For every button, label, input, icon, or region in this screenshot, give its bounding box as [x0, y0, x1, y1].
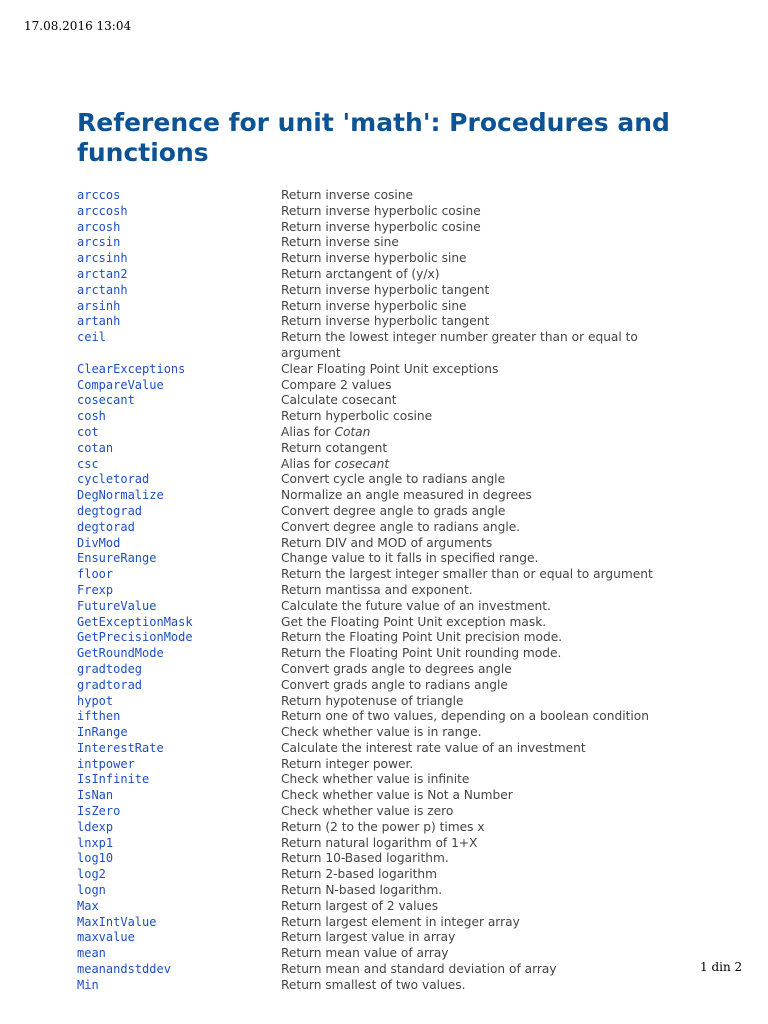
function-link[interactable]: log2: [77, 867, 106, 882]
function-name-cell: [77, 946, 281, 962]
function-description: [281, 393, 681, 409]
function-link[interactable]: cot: [77, 424, 99, 439]
description-emphasis: cosecant: [334, 456, 390, 471]
function-description: [281, 615, 681, 631]
table-row: [77, 804, 681, 820]
table-row: [77, 235, 681, 251]
function-description: [281, 472, 681, 488]
function-link[interactable]: Max: [77, 898, 99, 913]
function-name-cell: [77, 362, 281, 378]
table-row: [77, 883, 681, 899]
table-row: [77, 472, 681, 488]
description-text: Change value to it falls in specified range.: [281, 551, 539, 566]
function-name-cell: [77, 599, 281, 615]
description-text: Return mean and standard deviation of array: [281, 962, 557, 977]
description-emphasis: Cotan: [334, 424, 371, 439]
function-link[interactable]: DegNormalize: [77, 488, 164, 503]
table-row: [77, 314, 681, 330]
function-link[interactable]: csc: [77, 456, 99, 471]
function-link[interactable]: EnsureRange: [77, 551, 157, 566]
description-text: Normalize an angle measured in degrees: [281, 488, 532, 503]
table-row: [77, 188, 681, 204]
function-description: [281, 599, 681, 615]
function-link[interactable]: cycletorad: [77, 472, 150, 487]
description-text: Return the largest integer smaller than or equal to argument: [281, 567, 653, 582]
function-description: [281, 836, 681, 852]
function-link[interactable]: GetExceptionMask: [77, 614, 193, 629]
function-name-cell: [77, 709, 281, 725]
table-row: [77, 741, 681, 757]
function-name-cell: [77, 741, 281, 757]
table-row: [77, 425, 681, 441]
function-link[interactable]: DivMod: [77, 535, 121, 550]
function-link[interactable]: cotan: [77, 440, 114, 455]
description-text: Return (2 to the power p) times x: [281, 819, 485, 834]
function-name-cell: [77, 299, 281, 315]
table-row: [77, 630, 681, 646]
function-description: [281, 583, 681, 599]
function-description: [281, 646, 681, 662]
function-description: [281, 899, 681, 915]
function-link[interactable]: ceil: [77, 330, 106, 345]
function-name-cell: [77, 662, 281, 678]
table-row: [77, 583, 681, 599]
function-link[interactable]: floor: [77, 567, 114, 582]
function-link[interactable]: IsZero: [77, 804, 121, 819]
function-description: [281, 314, 681, 330]
description-text: Return one of two values, depending on a boolean condition: [281, 709, 649, 724]
function-description: [281, 694, 681, 710]
function-name-cell: [77, 267, 281, 283]
function-description: [281, 757, 681, 773]
function-link[interactable]: IsInfinite: [77, 772, 150, 787]
function-name-cell: [77, 804, 281, 820]
function-description: [281, 883, 681, 899]
function-description: [281, 188, 681, 204]
table-row: [77, 930, 681, 946]
function-description: [281, 741, 681, 757]
function-link[interactable]: meanandstddev: [77, 962, 171, 977]
function-name-cell: [77, 851, 281, 867]
function-description: [281, 962, 681, 978]
table-row: [77, 520, 681, 536]
description-text: Return inverse hyperbolic sine: [281, 251, 467, 266]
table-row: [77, 330, 681, 362]
function-name-cell: [77, 551, 281, 567]
function-name-cell: [77, 615, 281, 631]
description-text: Check whether value is zero: [281, 804, 454, 819]
description-text: Return hyperbolic cosine: [281, 409, 433, 424]
function-name-cell: [77, 188, 281, 204]
print-timestamp: 17.08.2016 13:04: [24, 19, 132, 33]
table-row: [77, 788, 681, 804]
description-text: Alias for: [281, 424, 335, 439]
function-description: [281, 551, 681, 567]
function-name-cell: [77, 630, 281, 646]
table-row: [77, 283, 681, 299]
table-row: [77, 441, 681, 457]
reference-table-body: [77, 188, 681, 994]
function-name-cell: [77, 915, 281, 931]
table-row: [77, 457, 681, 473]
function-link[interactable]: logn: [77, 883, 106, 898]
page-number: 1 din 2: [700, 960, 743, 974]
function-link[interactable]: arsinh: [77, 298, 121, 313]
function-description: [281, 378, 681, 394]
table-row: [77, 946, 681, 962]
function-description: [281, 299, 681, 315]
function-name-cell: [77, 646, 281, 662]
function-description: [281, 567, 681, 583]
description-text: Convert degree angle to radians angle.: [281, 519, 521, 534]
function-link[interactable]: log10: [77, 851, 114, 866]
function-name-cell: [77, 441, 281, 457]
description-text: Return the Floating Point Unit rounding mode.: [281, 646, 562, 661]
description-text: Get the Floating Point Unit exception mask.: [281, 614, 547, 629]
function-link[interactable]: arctan2: [77, 266, 128, 281]
function-name-cell: [77, 314, 281, 330]
function-description: [281, 851, 681, 867]
function-name-cell: [77, 425, 281, 441]
description-text: Check whether value is Not a Number: [281, 788, 513, 803]
table-row: [77, 251, 681, 267]
description-text: Return inverse hyperbolic tangent: [281, 282, 490, 297]
function-link[interactable]: cosh: [77, 409, 106, 424]
function-description: [281, 488, 681, 504]
table-row: [77, 915, 681, 931]
function-description: [281, 425, 681, 441]
function-link[interactable]: gradtodeg: [77, 661, 143, 676]
description-text: Calculate the interest rate value of an investment: [281, 740, 586, 755]
function-name-cell: [77, 536, 281, 552]
function-description: [281, 536, 681, 552]
function-name-cell: [77, 694, 281, 710]
function-description: [281, 330, 681, 362]
function-link[interactable]: Frexp: [77, 582, 114, 597]
function-description: [281, 930, 681, 946]
description-text: Return inverse hyperbolic cosine: [281, 203, 481, 218]
table-row: [77, 772, 681, 788]
description-text: Alias for: [281, 456, 335, 471]
function-name-cell: [77, 204, 281, 220]
function-link[interactable]: IsNan: [77, 788, 114, 803]
table-row: [77, 646, 681, 662]
function-name-cell: [77, 567, 281, 583]
reference-table: [77, 188, 681, 994]
description-text: Clear Floating Point Unit exceptions: [281, 361, 499, 376]
function-link[interactable]: CompareValue: [77, 377, 164, 392]
table-row: [77, 551, 681, 567]
function-name-cell: [77, 883, 281, 899]
description-text: Convert grads angle to radians angle: [281, 677, 508, 692]
function-name-cell: [77, 520, 281, 536]
function-link[interactable]: degtograd: [77, 503, 143, 518]
description-text: Calculate the future value of an investment.: [281, 598, 551, 613]
description-text: Return mean value of array: [281, 946, 449, 961]
function-description: [281, 772, 681, 788]
description-text: Return inverse hyperbolic cosine: [281, 219, 481, 234]
function-name-cell: [77, 409, 281, 425]
function-description: [281, 409, 681, 425]
function-link[interactable]: arccosh: [77, 203, 128, 218]
function-description: [281, 804, 681, 820]
description-text: Return the Floating Point Unit precision mode.: [281, 630, 563, 645]
function-name-cell: [77, 867, 281, 883]
function-link[interactable]: arcsin: [77, 235, 121, 250]
function-link[interactable]: InRange: [77, 725, 128, 740]
function-name-cell: [77, 788, 281, 804]
table-row: [77, 867, 681, 883]
description-text: Return inverse hyperbolic sine: [281, 298, 467, 313]
function-description: [281, 978, 681, 994]
table-row: [77, 488, 681, 504]
function-name-cell: [77, 393, 281, 409]
description-text: Compare 2 values: [281, 377, 392, 392]
function-link[interactable]: degtorad: [77, 519, 135, 534]
table-row: [77, 267, 681, 283]
table-row: [77, 220, 681, 236]
function-link[interactable]: artanh: [77, 314, 121, 329]
description-text: Return smallest of two values.: [281, 977, 466, 992]
function-name-cell: [77, 978, 281, 994]
description-text: Return largest of 2 values: [281, 898, 439, 913]
function-description: [281, 220, 681, 236]
table-row: [77, 836, 681, 852]
table-row: [77, 725, 681, 741]
function-name-cell: [77, 330, 281, 362]
function-link[interactable]: GetRoundMode: [77, 646, 164, 661]
function-link[interactable]: intpower: [77, 756, 135, 771]
table-row: [77, 599, 681, 615]
function-link[interactable]: mean: [77, 946, 106, 961]
table-row: [77, 362, 681, 378]
function-name-cell: [77, 251, 281, 267]
function-name-cell: [77, 678, 281, 694]
description-text: Return inverse sine: [281, 235, 399, 250]
table-row: [77, 662, 681, 678]
function-description: [281, 709, 681, 725]
function-name-cell: [77, 899, 281, 915]
description-text: Return mantissa and exponent.: [281, 582, 473, 597]
function-description: [281, 662, 681, 678]
description-text: Return inverse cosine: [281, 188, 413, 202]
description-text: Return natural logarithm of 1+X: [281, 835, 478, 850]
function-description: [281, 204, 681, 220]
description-text: Return inverse hyperbolic tangent: [281, 314, 490, 329]
function-description: [281, 915, 681, 931]
table-row: [77, 615, 681, 631]
description-text: Return largest value in array: [281, 930, 456, 945]
function-link[interactable]: cosecant: [77, 393, 135, 408]
description-text: Return DIV and MOD of arguments: [281, 535, 493, 550]
function-name-cell: [77, 583, 281, 599]
function-description: [281, 630, 681, 646]
function-name-cell: [77, 836, 281, 852]
description-text: Return cotangent: [281, 440, 388, 455]
function-link[interactable]: arctanh: [77, 282, 128, 297]
description-text: Return 2-based logarithm: [281, 867, 437, 882]
function-link[interactable]: arcsinh: [77, 251, 128, 266]
function-description: [281, 946, 681, 962]
function-name-cell: [77, 235, 281, 251]
function-link[interactable]: InterestRate: [77, 740, 164, 755]
function-name-cell: [77, 962, 281, 978]
table-row: [77, 567, 681, 583]
description-text: Check whether value is in range.: [281, 725, 482, 740]
function-link[interactable]: maxvalue: [77, 930, 135, 945]
table-row: [77, 851, 681, 867]
function-name-cell: [77, 757, 281, 773]
function-description: [281, 362, 681, 378]
page-title: Reference for unit 'math': Procedures and functions: [77, 108, 670, 167]
description-text: Return hypotenuse of triangle: [281, 693, 464, 708]
function-name-cell: [77, 378, 281, 394]
table-row: [77, 393, 681, 409]
function-name-cell: [77, 504, 281, 520]
function-description: [281, 504, 681, 520]
function-link[interactable]: ClearExceptions: [77, 361, 186, 376]
table-row: [77, 757, 681, 773]
function-link[interactable]: ldexp: [77, 819, 114, 834]
description-text: Return the lowest integer number greater than or equal to argument: [281, 330, 638, 360]
table-row: [77, 978, 681, 994]
function-description: [281, 235, 681, 251]
description-text: Convert degree angle to grads angle: [281, 503, 506, 518]
table-row: [77, 409, 681, 425]
function-description: [281, 820, 681, 836]
function-description: [281, 788, 681, 804]
table-row: [77, 820, 681, 836]
function-link[interactable]: MaxIntValue: [77, 914, 157, 929]
function-link[interactable]: gradtorad: [77, 677, 143, 692]
function-description: [281, 725, 681, 741]
description-text: Return largest element in integer array: [281, 914, 520, 929]
function-link[interactable]: Min: [77, 977, 99, 992]
function-description: [281, 678, 681, 694]
function-name-cell: [77, 488, 281, 504]
description-text: Calculate cosecant: [281, 393, 397, 408]
function-link[interactable]: arccos: [77, 188, 121, 202]
function-description: [281, 520, 681, 536]
function-description: [281, 457, 681, 473]
function-link[interactable]: FutureValue: [77, 598, 157, 613]
function-name-cell: [77, 772, 281, 788]
function-name-cell: [77, 283, 281, 299]
function-name-cell: [77, 725, 281, 741]
table-row: [77, 962, 681, 978]
table-row: [77, 694, 681, 710]
function-link[interactable]: hypot: [77, 693, 114, 708]
function-link[interactable]: GetPrecisionMode: [77, 630, 193, 645]
function-link[interactable]: arcosh: [77, 219, 121, 234]
function-description: [281, 251, 681, 267]
description-text: Check whether value is infinite: [281, 772, 470, 787]
function-name-cell: [77, 472, 281, 488]
table-row: [77, 504, 681, 520]
function-link[interactable]: ifthen: [77, 709, 121, 724]
table-row: [77, 709, 681, 725]
table-row: [77, 204, 681, 220]
table-row: [77, 678, 681, 694]
function-description: [281, 283, 681, 299]
function-name-cell: [77, 930, 281, 946]
table-row: [77, 536, 681, 552]
description-text: Return integer power.: [281, 756, 414, 771]
description-text: Convert cycle angle to radians angle: [281, 472, 506, 487]
description-text: Return 10-Based logarithm.: [281, 851, 449, 866]
description-text: Convert grads angle to degrees angle: [281, 661, 512, 676]
function-link[interactable]: lnxp1: [77, 835, 114, 850]
function-description: [281, 867, 681, 883]
function-name-cell: [77, 457, 281, 473]
function-name-cell: [77, 820, 281, 836]
table-row: [77, 299, 681, 315]
function-name-cell: [77, 220, 281, 236]
function-description: [281, 441, 681, 457]
table-row: [77, 899, 681, 915]
description-text: Return N-based logarithm.: [281, 883, 443, 898]
description-text: Return arctangent of (y/x): [281, 266, 440, 281]
function-description: [281, 267, 681, 283]
table-row: [77, 378, 681, 394]
